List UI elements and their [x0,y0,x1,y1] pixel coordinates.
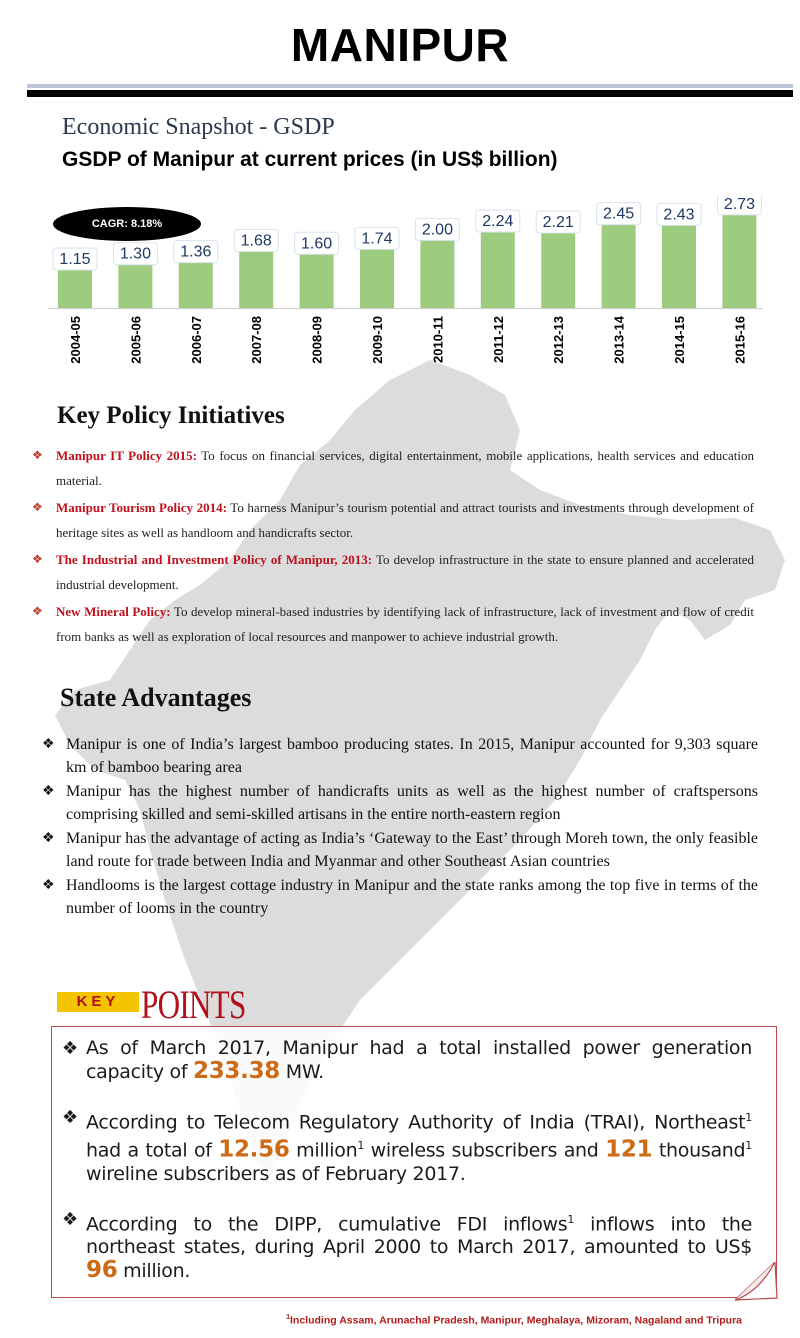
footnote-marker: 1 [745,1139,752,1153]
key-points-logo-points: POINTS [141,982,246,1027]
data-label: 1.68 [240,232,272,250]
highlight-value: 233.38 [193,1058,280,1084]
footnote-marker: 1 [567,1212,575,1226]
footnote-marker: 1 [286,1314,290,1321]
key-point-text: MW. [279,1061,324,1083]
policy-name: The Industrial and Investment Policy of Manipur, 2013: [56,552,373,567]
page-title: MANIPUR [290,19,510,71]
diamond-bullet-icon: ❖ [62,1107,78,1128]
list-item [42,780,758,826]
advantage-text: Manipur has the highest number of handicrafts units as well as the highest number of craftspersons comprising skilled and semi-skilled artisans in the entire north-eastern region [66,783,758,823]
policy-text: To harness Manipur’s tourism potential and attract tourists and investments through development of heritage sites as well as handloom and handicrafts sector. [56,500,754,540]
diamond-bullet-icon: ❖ [62,1038,78,1059]
x-tick-label: 2005-06 [128,316,144,364]
data-label: 2.43 [663,206,695,224]
policy-name: Manipur Tourism Policy 2014: [56,500,227,515]
list-item [42,827,758,873]
policy-list [32,443,754,651]
x-tick-label: 2008-09 [309,316,325,364]
diamond-bullet-icon: ❖ [42,878,55,893]
list-item [32,495,754,545]
x-tick-label: 2004-05 [68,316,83,364]
data-label: 2.00 [421,221,453,239]
data-label: 1.36 [180,243,212,261]
key-point-text: million. [117,1259,191,1282]
diamond-bullet-icon: ❖ [42,737,55,752]
diamond-bullet-icon: ❖ [42,784,55,799]
bar [602,223,636,308]
data-label: 2.73 [723,195,755,213]
policy-name: New Mineral Policy: [56,604,171,619]
key-point-text: According to the DIPP, cumulative FDI inflows [86,1212,568,1235]
highlight-value: 121 [605,1136,653,1163]
list-item [62,1208,752,1283]
policy-heading: Key Policy Initiatives [57,402,285,429]
list-item [32,547,754,597]
bar [541,231,575,308]
x-tick-label: 2015-16 [732,316,748,364]
diamond-bullet-icon: ❖ [32,604,43,618]
x-tick-label: 2009-10 [370,316,385,364]
list-item [62,1106,752,1186]
key-point-text: had a total of [86,1139,219,1162]
diamond-bullet-icon: ❖ [32,500,43,514]
key-point-text: As of March 2017, Manipur had a total installed power generation capacity of [86,1037,752,1083]
policy-text: To develop mineral-based industries by identifying lack of infrastructure, lack of investment and flow of credit from banks as well as exploration of local resources and manpower to achieve industrial growth. [56,604,754,644]
x-tick-label: 2006-07 [188,316,204,364]
advantage-text: Manipur is one of India’s largest bamboo producing states. In 2015, Manipur accounted for 9,303 square km of bamboo bearing area [66,736,758,776]
key-points-list [62,1037,752,1305]
footnote-marker: 1 [745,1111,752,1124]
x-tick-label: 2011-12 [490,316,506,363]
data-label: 1.60 [301,235,333,253]
bar [360,247,394,308]
x-tick-label: 2012-13 [551,316,567,364]
cagr-badge: CAGR: 8.18% [53,207,201,241]
footnote-marker: 1 [357,1139,365,1153]
bar [179,261,213,308]
key-point-text: wireline subscribers as of February 2017. [86,1162,466,1185]
title-rule-light [27,84,793,88]
title-rule-dark [27,90,793,97]
policy-text: To develop infrastructure in the state to ensure planned and accelerated industrial development. [56,552,755,592]
data-label: 1.30 [119,245,151,263]
diamond-bullet-icon: ❖ [32,448,43,462]
key-points-logo-key: KEY [57,992,139,1012]
bar [481,230,515,308]
bar [662,223,696,308]
chart-title: GSDP of Manipur at current prices (in US$ billion) [62,148,558,171]
advantage-text: Manipur has the advantage of acting as India’s ‘Gateway to the East’ through Moreh town, the only feasible land route for trade between India and Myanmar and other Southeast Asian countries [66,830,758,870]
page-curl-icon [735,1262,779,1302]
diamond-bullet-icon: ❖ [32,552,43,566]
footnote-text: Including Assam, Arunachal Pradesh, Manipur, Meghalaya, Mizoram, Nagaland and Tripura [290,1314,742,1327]
bar [118,263,152,308]
policy-text: To focus on financial services, digital entertainment, mobile applications, health services and education material. [56,448,754,488]
list-item [32,599,754,649]
list-item [42,733,758,779]
footnote [286,1314,742,1327]
bar [58,268,92,308]
data-label: 1.15 [59,250,91,268]
x-tick-label: 2007-08 [249,316,265,364]
bar [239,249,273,308]
x-tick-label: 2010-11 [430,316,446,363]
x-tick-label: 2013-14 [611,316,627,364]
key-point-text: According to Telecom Regulatory Authority of India (TRAI), Northeast [86,1111,746,1134]
highlight-value: 96 [86,1256,118,1283]
key-point-text: wireless subscribers and [364,1139,606,1162]
key-point-text: thousand [652,1139,746,1162]
list-item [62,1037,752,1084]
bar [420,238,454,308]
list-item [42,874,758,920]
data-label: 2.21 [542,214,574,232]
data-label: 1.74 [361,230,393,248]
section-subtitle: Economic Snapshot - GSDP [62,114,335,140]
bar [300,252,334,308]
policy-name: Manipur IT Policy 2015: [56,448,197,463]
diamond-bullet-icon: ❖ [62,1208,78,1230]
data-label: 2.24 [482,212,514,230]
key-point-text: inflows into the northeast states, during April 2000 to March 2017, amounted to US$ [86,1212,752,1258]
data-label: 2.45 [603,205,635,223]
list-item [32,443,754,493]
bar [722,213,756,308]
x-tick-label: 2014-15 [672,316,687,364]
advantages-heading: State Advantages [60,683,252,712]
advantage-text: Handlooms is the largest cottage industry in Manipur and the state ranks among the top five in terms of the number of looms in the country [66,877,758,917]
highlight-value: 12.56 [218,1136,290,1163]
diamond-bullet-icon: ❖ [42,831,55,846]
advantages-list [42,733,758,921]
key-point-text: million [289,1139,358,1162]
